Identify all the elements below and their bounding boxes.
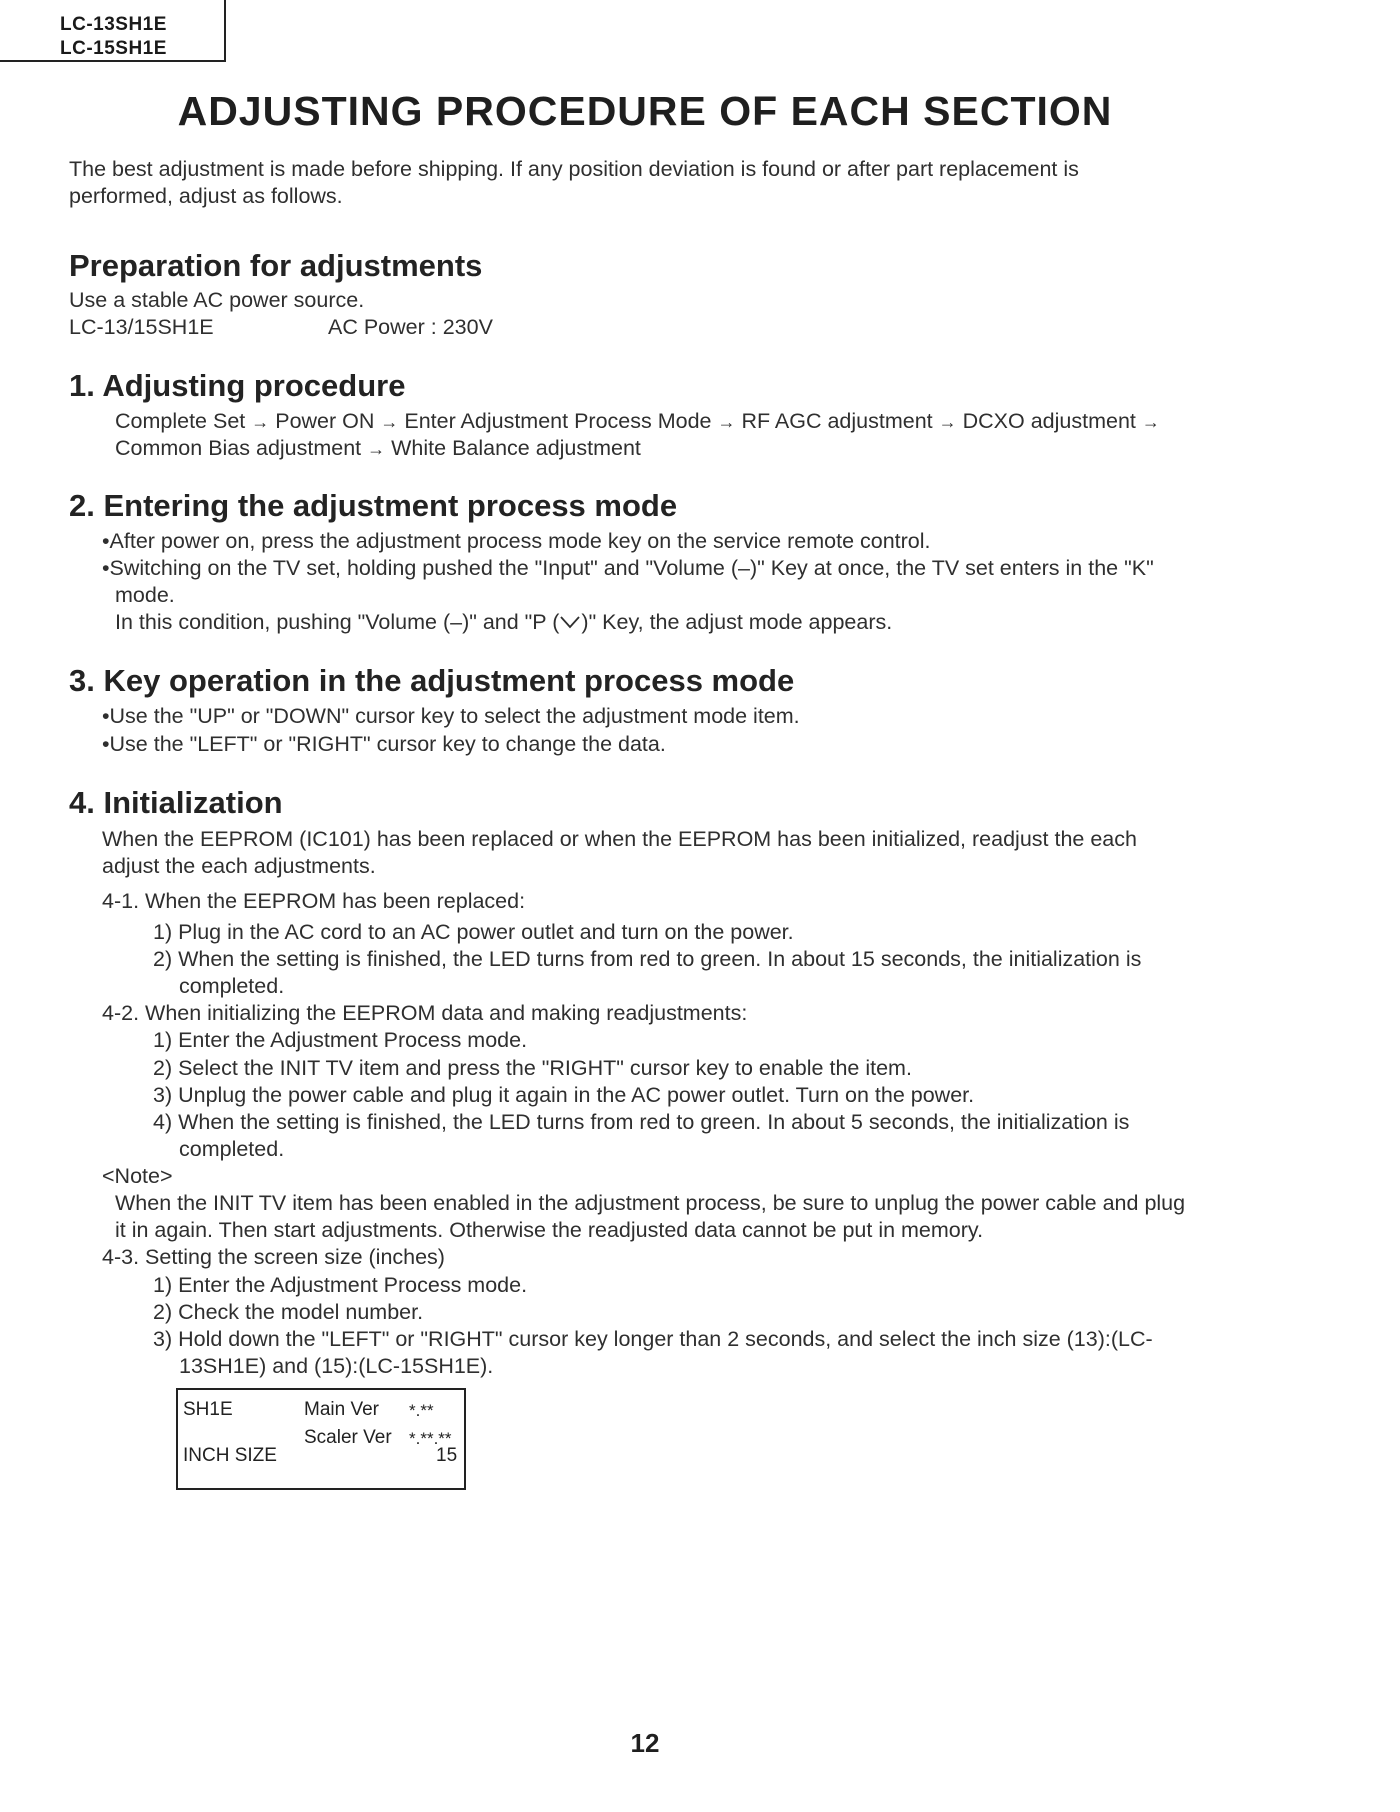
sub-4-2-step-3: 3) Unplug the power cable and plug it again in the AC power outlet. Turn on the power.: [153, 1083, 975, 1107]
arrow-icon: →: [380, 412, 399, 432]
section-1-line-2: [115, 435, 641, 463]
model-name-1: LC-13SH1E: [60, 14, 167, 35]
intro-line-1: The best adjustment is made before shipping. If any position deviation is found or after part replacement is: [69, 157, 1079, 181]
sub-4-2-step-4: 4) When the setting is finished, the LED turns from red to green. In about 5 seconds, the initialization is: [153, 1110, 1130, 1134]
section-2-number: 2.: [69, 488, 95, 523]
section-2-bullet-2-cont: mode.: [115, 583, 175, 607]
sub-4-3-title: 4-3. Setting the screen size (inches): [102, 1245, 445, 1269]
main-ver-value: *.**: [409, 1401, 434, 1420]
sub-4-2-step-2: 2) Select the INIT TV item and press the "RIGHT" cursor key to enable the item.: [153, 1056, 912, 1080]
scaler-ver-value: *.**.**: [409, 1429, 452, 1448]
section-1-line-1: [115, 408, 1160, 436]
note-line-2: it in again. Then start adjustments. Otherwise the readjusted data cannot be put in memory.: [115, 1218, 984, 1242]
sub-4-3-step-1: 1) Enter the Adjustment Process mode.: [153, 1273, 528, 1297]
down-chevron-icon: [559, 614, 581, 630]
preparation-power: AC Power : 230V: [328, 315, 493, 339]
screen-model: SH1E: [183, 1399, 233, 1420]
condition-text-pre: In this condition, pushing "Volume (–)" and "P (: [115, 610, 560, 634]
sub-4-1-title: 4-1. When the EEPROM has been replaced:: [102, 889, 526, 913]
preparation-line-1: Use a stable AC power source.: [69, 288, 365, 312]
section-3-number: 3.: [69, 663, 95, 698]
step-dcxo: DCXO adjustment: [962, 409, 1136, 433]
intro-line-2: performed, adjust as follows.: [69, 184, 343, 208]
step-rf-agc: RF AGC adjustment: [741, 409, 933, 433]
arrow-icon: →: [1141, 412, 1160, 432]
section-4-heading: [69, 785, 283, 821]
step-power-on: Power ON: [275, 409, 375, 433]
section-1-number: 1.: [69, 368, 95, 403]
arrow-icon: →: [717, 412, 736, 432]
sub-4-2-step-4-cont: completed.: [179, 1137, 285, 1161]
sub-4-3-step-3-cont: 13SH1E) and (15):(LC-15SH1E).: [179, 1354, 494, 1378]
sub-4-3-step-3: 3) Hold down the "LEFT" or "RIGHT" cursor key longer than 2 seconds, and select the inch size (13):(LC-: [153, 1327, 1153, 1351]
inch-size-label: INCH SIZE: [183, 1445, 277, 1466]
section-2-bullet-2: •Switching on the TV set, holding pushed the "Input" and "Volume (–)" Key at once, the TV set enters in the "K": [102, 556, 1154, 580]
sub-4-1-step-1: 1) Plug in the AC cord to an AC power outlet and turn on the power.: [153, 920, 794, 944]
section-3-bullet-2: •Use the "LEFT" or "RIGHT" cursor key to change the data.: [102, 732, 666, 756]
step-common-bias: Common Bias adjustment: [115, 436, 362, 460]
section-3-heading: [69, 663, 794, 699]
section-2-title: Entering the adjustment process mode: [103, 488, 678, 523]
section-1-heading: [69, 368, 405, 404]
section-2-bullet-1: •After power on, press the adjustment process mode key on the service remote control.: [102, 529, 931, 553]
preparation-model: LC-13/15SH1E: [69, 315, 214, 339]
section-3-bullet-1: •Use the "UP" or "DOWN" cursor key to select the adjustment mode item.: [102, 704, 800, 728]
sub-4-1-step-2: 2) When the setting is finished, the LED turns from red to green. In about 15 seconds, the initialization is: [153, 947, 1142, 971]
arrow-icon: →: [938, 412, 957, 432]
condition-text-post: )" Key, the adjust mode appears.: [581, 610, 893, 634]
note-label: <Note>: [102, 1164, 173, 1188]
page-title: ADJUSTING PROCEDURE OF EACH SECTION: [177, 88, 1113, 134]
sub-4-1-step-2-cont: completed.: [179, 974, 285, 998]
section-4-intro-2: adjust the each adjustments.: [102, 854, 376, 878]
section-4-intro-1: When the EEPROM (IC101) has been replaced or when the EEPROM has been initialized, readjust the each: [102, 827, 1137, 851]
page-number: 12: [630, 1728, 660, 1758]
section-4-number: 4.: [69, 785, 95, 820]
sub-4-2-step-1: 1) Enter the Adjustment Process mode.: [153, 1028, 528, 1052]
inch-size-value: 15: [436, 1445, 458, 1466]
arrow-icon: →: [367, 439, 386, 459]
preparation-heading: Preparation for adjustments: [69, 248, 483, 283]
sub-4-3-step-2: 2) Check the model number.: [153, 1300, 424, 1324]
sub-4-2-title: 4-2. When initializing the EEPROM data and making readjustments:: [102, 1001, 748, 1025]
screen-display-box: [176, 1388, 466, 1490]
note-line-1: When the INIT TV item has been enabled in the adjustment process, be sure to unplug the power cable and plug: [115, 1191, 1186, 1215]
model-box: [0, 0, 226, 62]
arrow-icon: →: [251, 412, 270, 432]
main-ver-label: Main Ver: [304, 1399, 379, 1420]
section-2-bullet-2-line-3: [115, 609, 892, 636]
section-4-title: Initialization: [103, 785, 283, 820]
step-complete-set: Complete Set: [115, 409, 246, 433]
section-1-title: Adjusting procedure: [102, 368, 406, 403]
section-2-heading: [69, 488, 677, 524]
model-name-2: LC-15SH1E: [60, 38, 167, 59]
section-3-title: Key operation in the adjustment process mode: [103, 663, 795, 698]
scaler-ver-label: Scaler Ver: [304, 1427, 392, 1448]
step-white-balance: White Balance adjustment: [391, 436, 641, 460]
step-enter-mode: Enter Adjustment Process Mode: [404, 409, 712, 433]
